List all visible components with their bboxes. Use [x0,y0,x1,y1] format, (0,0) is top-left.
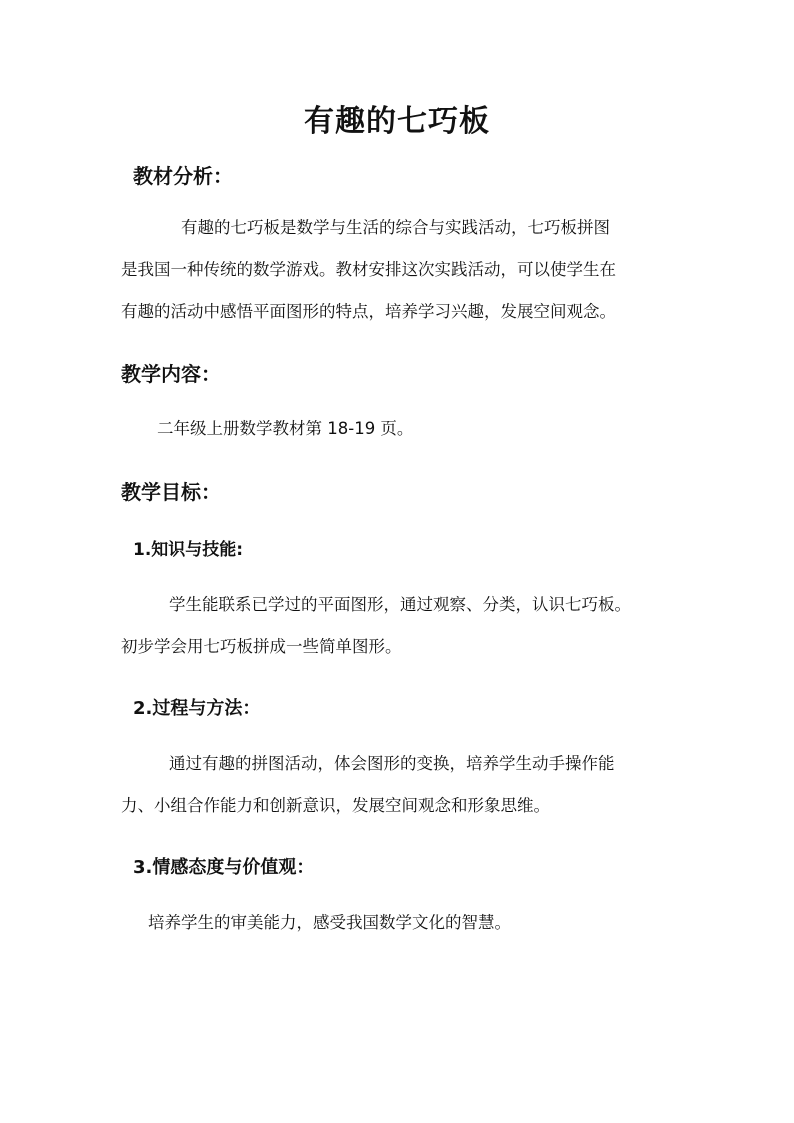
goal-2-line-2: 力、小组合作能力和创新意识，发展空间观念和形象思维。 [121,796,550,815]
goal-2-heading: 2.过程与方法： [133,698,261,719]
content-heading: 教学内容： [121,362,221,386]
document-title: 有趣的七巧板 [304,104,490,139]
analysis-line-1: 有趣的七巧板是数学与生活的综合与实践活动，七巧板拼图 [181,218,610,237]
goal-1-heading: 1.知识与技能: [133,540,244,560]
goal-3-line-1: 培养学生的审美能力，感受我国数学文化的智慧。 [148,913,511,932]
goal-2-line-1: 通过有趣的拼图活动，体会图形的变换，培养学生动手操作能 [169,754,615,773]
content-line-1: 二年级上册数学教材第 18-19 页。 [157,419,414,438]
analysis-line-2: 是我国一种传统的数学游戏。教材安排这次实践活动，可以使学生在 [121,260,616,279]
goal-3-heading: 3.情感态度与价值观： [133,857,315,878]
goal-1-line-2: 初步学会用七巧板拼成一些简单图形。 [121,637,402,656]
analysis-line-3: 有趣的活动中感悟平面图形的特点，培养学习兴趣，发展空间观念。 [121,302,616,321]
analysis-heading: 教材分析： [133,164,233,188]
goals-heading: 教学目标： [121,480,221,504]
goal-1-line-1: 学生能联系已学过的平面图形，通过观察、分类，认识七巧板。 [169,595,631,614]
